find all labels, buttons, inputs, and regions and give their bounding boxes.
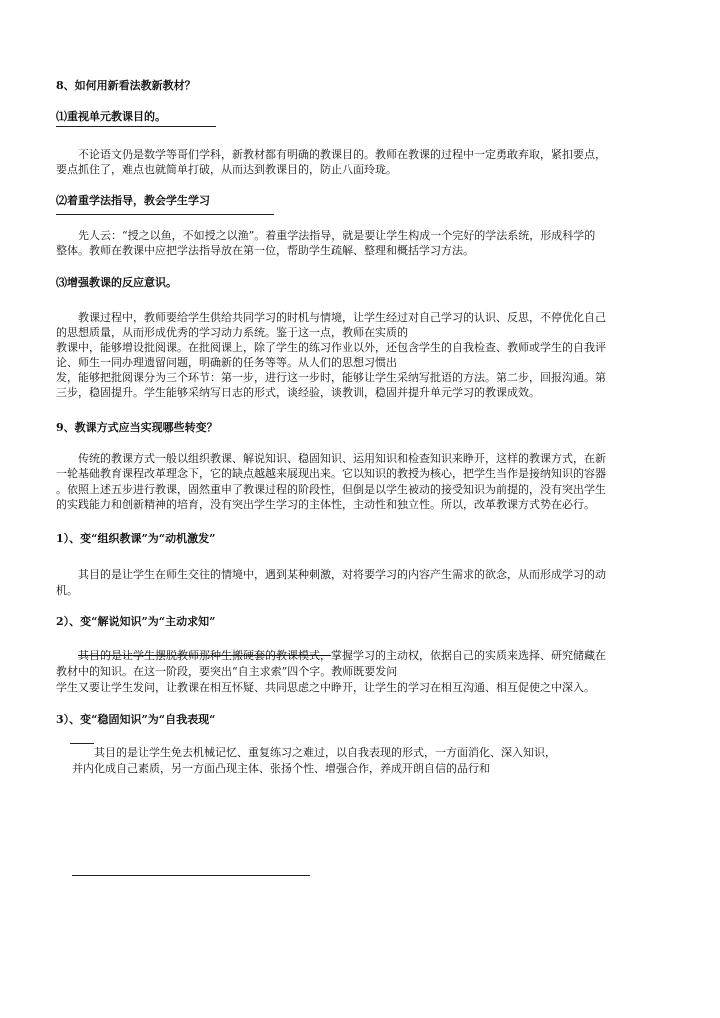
paragraph-line: 三步，稳固提升。学生能够采纳写日志的形式，谈经验，谈教训，稳固并提升单元学习的教课成效。 [56,386,540,399]
paragraph-line: 不论语文仍是数学等哥们学科，新教材都有明确的教课目的。教师在教课的过程中一定勇敢弃取，紧扣要点， [78,148,606,161]
underline-rule-2 [56,214,274,215]
underline-rule-1 [56,126,216,127]
paragraph-line: 传统的教课方式一般以组织教课、解说知识、稳固知识、运用知识和检查知识来睁开，这样的教课方式，在新 [78,452,606,465]
paragraph-line [78,649,606,663]
paragraph-line: 。依照上述五步进行教课，固然重申了教课过程的阶段性，但倒是以学生被动的接受知识为前提的，没有突出学生 [56,483,606,496]
paragraph-line: 教材中的知识。在这一阶段，要突出“自主求索”四个字。教师既要发问 [56,665,398,678]
struck-text: 其目的是让学生摆脱教师那种生搬硬套的教课模式， [78,649,331,662]
paragraph-line: 其目的是让学生在师生交往的情境中，遇到某种刺激，对将要学习的内容产生需求的欲念，从而形成学习的动 [78,568,606,581]
subsection-title-3: 3）、变“稳固知识”为“自我表现“ [56,713,216,726]
paragraph-line: 教课过程中，教师要给学生供给共同学习的时机与情境，让学生经过对自己学习的认识、反思，不停优化自己 [78,311,606,324]
paragraph-line: 的实践能力和创新精神的培育，没有突出学生学习的主体性，主动性和独立性。所以，改革教课方式势在必行。 [56,498,595,511]
paragraph-line: 学生又要让学生发问，让教课在相互怀疑、共同思虑之中睁开，让学生的学习在相互沟通、相互促使之中深入。 [56,681,595,694]
heading-question-8: 8、如何用新看法教新教材？ [56,79,196,92]
section-title-2: ⑵着重学法指导，教会学生学习 [56,194,210,207]
paragraph-line: 要点抓住了，难点也就简单打破，从而达到教课目的，防止八面玲珑。 [56,163,397,176]
footer-rule [72,875,310,876]
paragraph-line: 教课中，能够增设批阅课。在批阅课上，除了学生的练习作业以外，还包含学生的自我检查、教师或学生的自我评 [56,341,606,354]
section-title-1: ⑴重视单元教课目的。 [56,110,166,123]
paragraph-line: 先人云：“授之以鱼，不如授之以渔”。着重学法指导，就是要让学生构成一个完好的学法系统，形成科学的 [78,229,596,242]
paragraph-line: 机。 [56,584,78,597]
paragraph-text: 掌握学习的主动权，依据自己的实质来选择、研究储藏在 [331,649,606,662]
paragraph-line: 整体。教师在教课中应把学法指导放在第一位，帮助学生疏解、整理和概括学习方法。 [56,244,474,257]
paragraph-line: 一轮基础教育课程改革理念下，它的缺点越越来展现出来。它以知识的教授为核心，把学生当作是接纳知识的容器 [56,467,606,480]
paragraph-line: 其目的是让学生免去机械记忆、重复练习之难过，以自我表现的形式，一方面消化、深入知识， [94,746,556,759]
heading-question-9: 9、教课方式应当实现哪些转变？ [56,421,218,434]
paragraph-line: 的思想质量，从而形成优秀的学习动力系统。鉴于这一点，教师在实质的 [56,326,408,339]
section-title-3: ⑶增强教课的反应意识。 [56,276,177,289]
subsection-title-2: 2）、变“解说知识”为“主动求知” [56,615,216,628]
underline-rule-3 [70,743,94,744]
paragraph-line: 发，能够把批阅课分为三个环节：第一步，进行这一步时，能够让学生采纳写批语的方法。第二步，回报沟通。第 [56,371,606,384]
paragraph-line: 论、师生一同办理遗留问题，明确新的任务等等。从人们的思想习惯出 [56,356,397,369]
subsection-title-1: 1）、变“组织教课”为“动机激发” [56,532,216,545]
paragraph-line: 并内化成自己素质，另一方面凸现主体、张扬个性、增强合作，养成开朗自信的品行和 [72,762,490,775]
